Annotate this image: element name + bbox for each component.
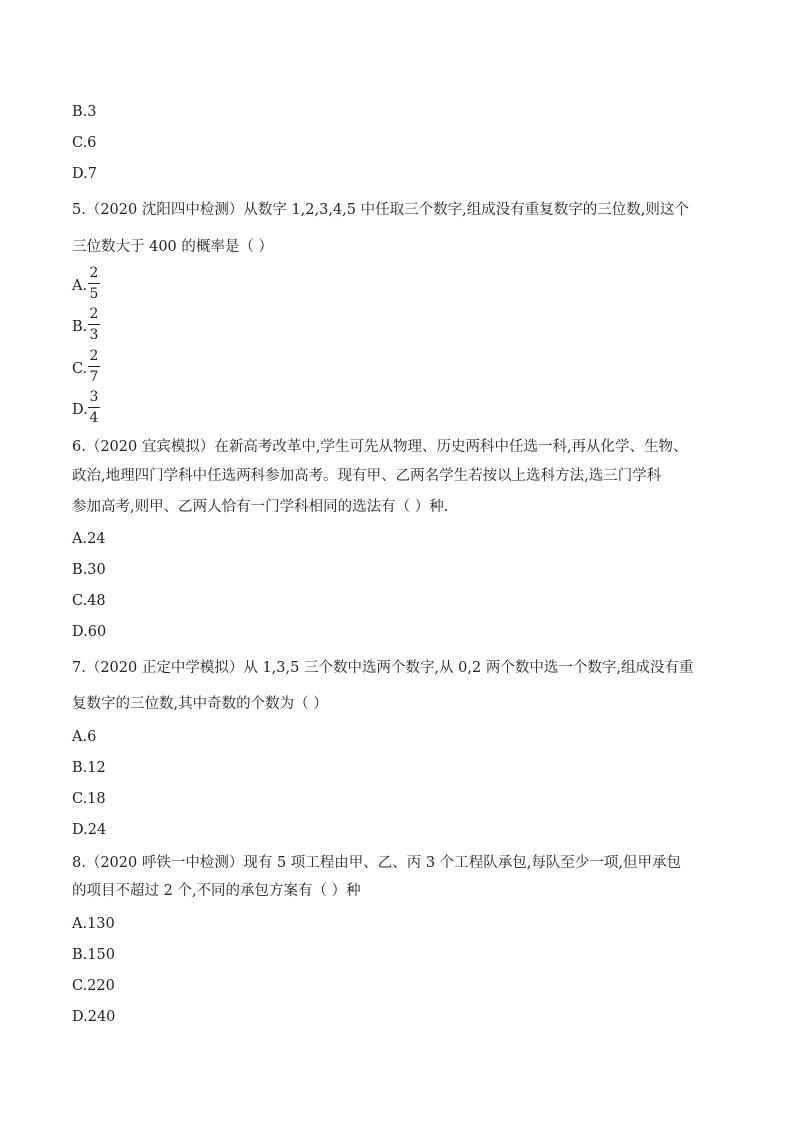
fraction-bar [88,324,100,325]
q7-option-d: D.24 [72,822,107,838]
q6-option-b: B.30 [72,562,106,578]
option-label: A. [72,278,88,294]
option-label: C. [72,361,88,377]
option-label: D. [72,402,88,418]
numerator: 3 [89,389,99,405]
denominator: 5 [89,286,99,302]
q6-stem-line3: 参加高考,则甲、乙两人恰有一门学科相同的选法有（ ）种. [72,499,449,515]
q8-option-d: D.240 [72,1009,116,1025]
q7-option-a: A.6 [72,729,97,745]
q5-stem-line2: 三位数大于 400 的概率是（ ） [72,239,274,255]
denominator: 7 [89,369,99,385]
fraction [88,388,100,427]
fraction [88,347,100,386]
numerator: 2 [89,348,99,364]
numerator: 2 [89,306,99,322]
q4-option-d: D.7 [72,166,97,182]
fraction-bar [88,283,100,284]
q6-option-a: A.24 [72,531,106,547]
q5-stem-line1: 5.（2020 沈阳四中检测）从数字 1,2,3,4,5 中任取三个数字,组成没有重复数字的三位数,则这个 [72,202,689,218]
q7-stem-line2: 复数字的三位数,其中奇数的个数为（ ） [72,696,328,712]
fraction-bar [88,366,100,367]
option-label: B. [72,319,88,335]
fraction [88,305,100,344]
q7-option-c: C.18 [72,791,106,807]
q8-option-b: B.150 [72,947,115,963]
q8-stem-line1: 8.（2020 呼铁一中检测）现有 5 项工程由甲、乙、丙 3 个工程队承包,每队至少一项,但甲承包 [72,855,681,871]
q7-stem-line1: 7.（2020 正定中学模拟）从 1,3,5 三个数中选两个数字,从 0,2 两个数中选一个数字,组成没有重 [72,660,694,676]
q8-option-a: A.130 [72,916,115,932]
q8-option-c: C.220 [72,978,115,994]
q7-option-b: B.12 [72,760,106,776]
q6-stem-line1: 6.（2020 宜宾模拟）在新高考改革中,学生可先从物理、历史两科中任选一科,再从化学、生物、 [72,439,688,455]
q4-option-c: C.6 [72,135,97,151]
fraction-bar [88,407,100,408]
q4-option-b: B.3 [72,104,97,120]
denominator: 3 [89,327,99,343]
q8-stem-line2: 的项目不超过 2 个,不同的承包方案有（ ）种 [72,883,361,899]
numerator: 2 [89,265,99,281]
q6-stem-line2: 政治,地理四门学科中任选两科参加高考。现有甲、乙两名学生若按以上选科方法,选三门学科 [72,468,662,484]
fraction [88,264,100,303]
q6-option-d: D.60 [72,624,107,640]
denominator: 4 [89,410,99,426]
q6-option-c: C.48 [72,593,106,609]
